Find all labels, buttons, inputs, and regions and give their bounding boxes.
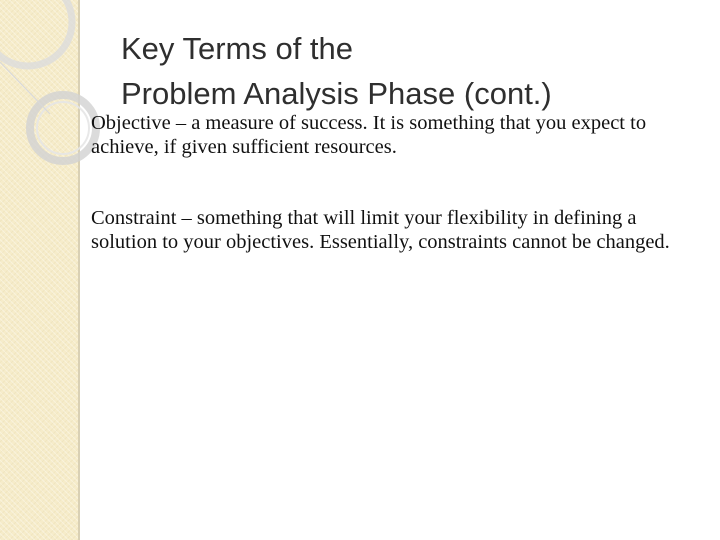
slide-title-line-2: Problem Analysis Phase (cont.)	[121, 76, 552, 111]
term-name-constraint: Constraint	[91, 207, 177, 229]
term-constraint	[91, 206, 701, 254]
term-definition-constraint: – something that will limit your flexibility in defining a solution to your objectives. Essentially, constraints cannot be changed.	[91, 207, 670, 253]
decorative-ring-small	[30, 95, 96, 161]
slide-title	[121, 26, 701, 116]
decorative-ring-small-inner	[37, 102, 89, 154]
slide-title-line-1: Key Terms of the	[121, 31, 354, 66]
slide-body	[91, 111, 701, 254]
term-name-objective: Objective	[91, 112, 171, 134]
term-objective	[91, 111, 701, 159]
decorative-ring-large	[0, 0, 72, 66]
term-definition-objective: – a measure of success. It is something that you expect to achieve, if given sufficient resources.	[91, 112, 647, 158]
decorative-line	[0, 62, 50, 114]
